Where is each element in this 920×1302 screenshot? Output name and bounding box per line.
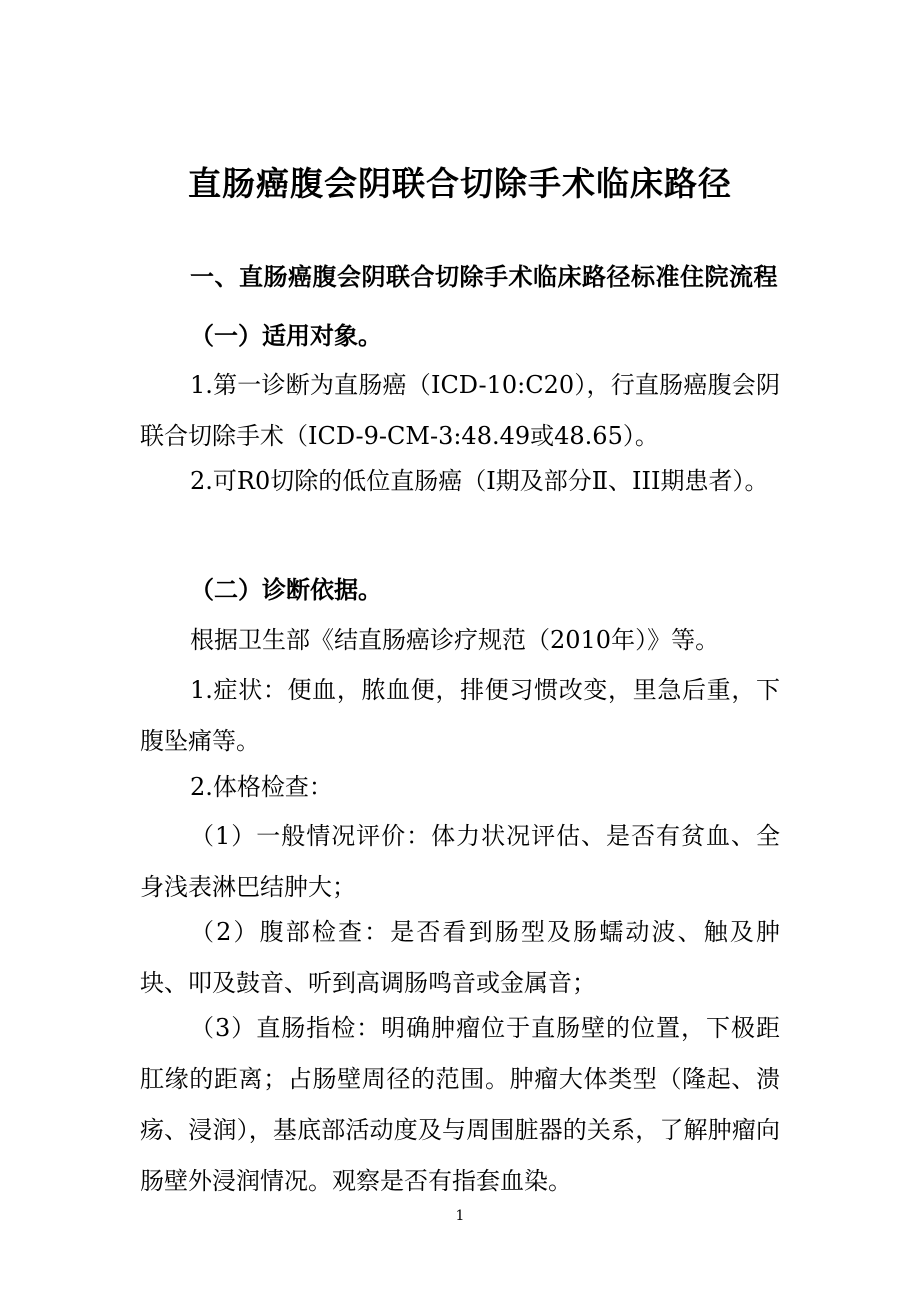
section-heading: 一、直肠癌腹会阴联合切除手术临床路径标准住院流程 <box>190 263 778 291</box>
document-title: 直肠癌腹会阴联合切除手术临床路径 <box>188 164 732 203</box>
subsection-heading-diagnosis: （二）诊断依据。 <box>190 576 382 604</box>
paragraph-general-evaluation: （1）一般情况评价：体力状况评估、是否有贫血、全身浅表淋巴结肿大； <box>140 822 780 901</box>
paragraph-abdominal-exam: （2）腹部检查：是否看到肠型及肠蠕动波、触及肿块、叩及鼓音、听到高调肠鸣音或金属音； <box>140 918 780 997</box>
paragraph-r0-resection: 2.可R0切除的低位直肠癌（Ⅰ期及部分Ⅱ、III期患者）。 <box>190 467 769 495</box>
paragraph-physical-exam: 2.体格检查： <box>190 773 333 801</box>
paragraph-diagnosis-code: 1.第一诊断为直肠癌（ICD-10:C20），行直肠癌腹会阴联合切除手术（ICD-9-CM-3:48.49或48.65）。 <box>140 371 780 450</box>
paragraph-rectal-exam: （3）直肠指检：明确肿瘤位于直肠壁的位置，下极距肛缘的距离；占肠壁周径的范围。肿瘤大体类型（隆起、溃疡、浸润），基底部活动度及与周围脏器的关系，了解肿瘤向肠壁外浸润情况。观察是否有指套血染。 <box>140 1014 780 1195</box>
paragraph-symptoms: 1.症状：便血，脓血便，排便习惯改变，里急后重，下腹坠痛等。 <box>140 676 780 755</box>
subsection-heading-applicable: （一）适用对象。 <box>190 322 382 350</box>
paragraph-reference: 根据卫生部《结直肠癌诊疗规范（2010年）》等。 <box>190 626 720 654</box>
page-number: 1 <box>455 1208 465 1224</box>
